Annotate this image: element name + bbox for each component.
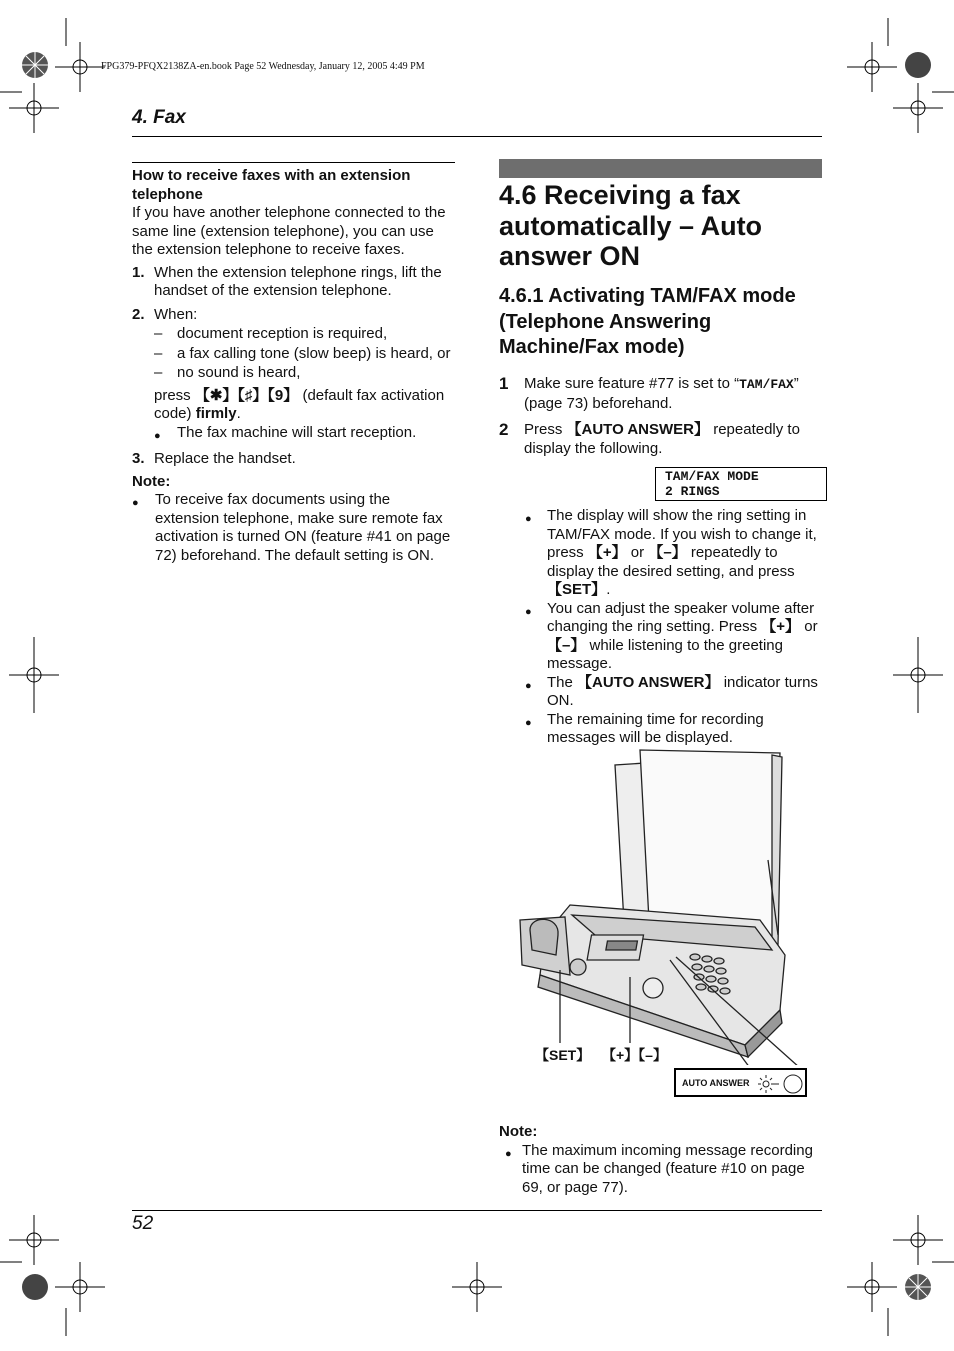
crosshair-mark: [9, 83, 59, 133]
crosshair-mark: [9, 1215, 59, 1265]
page-number: 52: [132, 1213, 154, 1234]
book-header: FPG379-PFQX2138ZA-en.book Page 52 Wednesday, January 12, 2005 4:49 PM: [101, 61, 425, 72]
step-1: 1 Make sure feature #77 is set to “TAM/FAX” (page 73) beforehand.: [499, 374, 799, 412]
fax-machine-illustration: [510, 745, 800, 1065]
footer-rule: [132, 1210, 822, 1211]
header-rule: [132, 136, 822, 137]
crosshair-mark: [893, 637, 943, 713]
set-button-label: 【SET】: [535, 1047, 591, 1063]
auto-answer-label: AUTO ANSWER: [682, 1078, 750, 1088]
intro-text: If you have another telephone connected to the same line (extension telephone), you can use the extension telephone to receive faxes.: [132, 204, 446, 258]
note-item: ● To receive fax documents using the extension telephone, make sure remote fax activation is turned ON (feature #41 on page 72) beforehand. The default setting is ON.: [132, 491, 451, 564]
step-3: 3. Replace the handset.: [132, 450, 296, 467]
crosshair-mark: [452, 1262, 502, 1312]
bullet-item: ● The 【AUTO ANSWER】 indicator turns ON.: [525, 673, 818, 709]
right-column: [499, 370, 822, 748]
section-title: 4.6 Receiving a fax automatically – Auto answer ON: [499, 180, 763, 271]
note-label: Note:: [499, 1123, 538, 1140]
subsection-title: 4.6.1 Activating TAM/FAX mode (Telephone Answering Machine/Fax mode): [499, 285, 796, 358]
note-label: Note:: [132, 472, 171, 490]
crosshair-mark: [893, 1215, 943, 1265]
color-wheel-mark: [905, 1274, 931, 1300]
crosshair-mark: [847, 42, 897, 92]
step-1: 1. When the extension telephone rings, lift the handset of the extension telephone.: [132, 263, 442, 299]
left-column: [132, 162, 455, 565]
crosshair-mark: [847, 1262, 897, 1312]
step-2: 2 Press 【AUTO ANSWER】 repeatedly to display the following.: [499, 420, 800, 457]
color-wheel-mark: [905, 52, 931, 78]
note-item: ● The maximum incoming message recording time can be changed (feature #10 on page 69, or page 77).: [505, 1141, 813, 1196]
indicator-light-icon: [757, 1072, 805, 1096]
bullet-item: ● You can adjust the speaker volume after changing the ring setting. Press 【+】 or 【–】 while listening to the greeting message.: [525, 599, 818, 672]
bullet-item: ● The remaining time for recording messages will be displayed.: [525, 710, 764, 746]
crosshair-mark: [55, 1262, 105, 1312]
subhead: How to receive faxes with an extension telephone: [132, 167, 411, 203]
color-wheel-mark: [22, 1274, 48, 1300]
crosshair-mark: [9, 637, 59, 713]
bullet-item: ● The display will show the ring setting in TAM/FAX mode. If you wish to change it, press 【+】 or 【–】 repeatedly to display the desired setting, and press 【SET】.: [525, 507, 817, 598]
crosshair-mark: [893, 83, 943, 133]
color-wheel-mark: [22, 52, 48, 78]
crosshair-mark: [55, 42, 105, 92]
right-note: [499, 1123, 822, 1197]
press-instruction: press 【✱】【♯】【9】 (default fax activation code) firmly.: [154, 386, 445, 422]
lcd-display: TAM/FAX MODE 2 RINGS: [655, 467, 827, 501]
plus-minus-label: 【+】【–】: [602, 1047, 667, 1063]
step-2: 2. When: – document reception is required, – a fax calling tone (slow beep) is heard, or – no sound is heard, press 【✱】【♯】【9】 (default fax activation code) firmly. ● The fax machine will start reception.: [132, 306, 455, 446]
section-header: 4. Fax: [132, 107, 186, 128]
subhead-rule: [132, 162, 455, 163]
section-bar: [499, 159, 822, 178]
